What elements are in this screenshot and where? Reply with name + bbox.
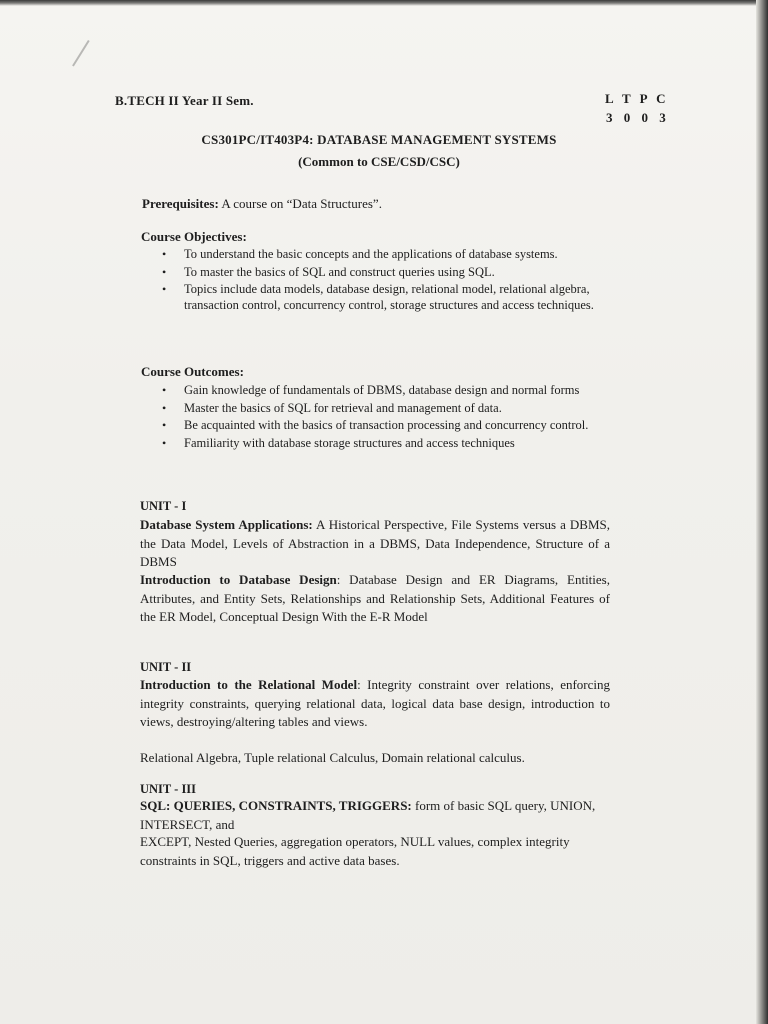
unit-2-heading: UNIT - II [140,660,192,674]
unit-1-heading: UNIT - I [140,499,187,513]
bullet-icon: • [162,400,167,415]
unit-1-paragraph-2: Introduction to Database Design: Database Design and ER Diagrams, Entities, Attributes, and Entity Sets, Relationships and Relationship Sets, Additional Features of the ER Model, Conceptual Design With the E-R Model [140,572,610,624]
bullet-icon: • [162,418,167,432]
unit-3-heading: UNIT - III [140,782,197,796]
outcomes-list [160,383,630,453]
prerequisites-text: A course on “Data Structures”. [218,196,382,211]
objectives-list [160,247,630,315]
bullet-icon: • [162,247,167,261]
objectives-heading: Course Objectives: [141,229,247,244]
objective-item: • Topics include data models, database design, relational model, relational algebra, transaction control, concurrency control, storage structures and access techniques. [162,282,594,312]
unit-3-paragraph-1: SQL: QUERIES, CONSTRAINTS, TRIGGERS: form of basic SQL query, UNION, INTERSECT, and [140,798,596,832]
unit-1-paragraph-1: Database System Applications: A Historical Perspective, File Systems versus a DBMS, the Data Model, Levels of Abstraction in a DBMS, Data Independence, Structure of a DBMS [140,517,610,569]
scan-top-edge [0,0,768,6]
prerequisites-label: Prerequisites: [142,196,219,211]
outcomes-heading: Course Outcomes: [141,364,244,379]
unit-2-paragraph-1: Introduction to the Relational Model: Integrity constraint over relations, enforcing integrity constraints, querying relational data, logical data base design, introduction to views, destroying/altering tables and views. [140,677,611,729]
bullet-icon: • [162,435,167,450]
ltpc-values: 3 0 0 3 [606,110,670,125]
program-label: B.TECH II Year II Sem. [115,93,254,108]
scan-right-edge [756,0,768,1024]
bullet-icon: • [162,383,167,397]
outcome-item: • Familiarity with database storage structures and access techniques [162,435,515,450]
course-subtitle: (Common to CSE/CSD/CSC) [298,154,460,169]
outcome-item: • Gain knowledge of fundamentals of DBMS, database design and normal forms [162,383,580,397]
unit-2-paragraph-2: Relational Algebra, Tuple relational Calculus, Domain relational calculus. [140,750,525,765]
course-title: CS301PC/IT403P4: DATABASE MANAGEMENT SYSTEMS [201,132,557,147]
bullet-icon: • [162,282,167,296]
bullet-icon: • [162,264,167,279]
unit-3-paragraph-2: EXCEPT, Nested Queries, aggregation operators, NULL values, complex integrity constraints in SQL, triggers and active data bases. [140,834,570,868]
prerequisites-line [142,196,382,212]
objective-item: • To master the basics of SQL and construct queries using SQL. [162,264,495,279]
pen-stroke-mark [72,40,90,67]
outcome-item: • Be acquainted with the basics of transaction processing and concurrency control. [162,418,589,432]
ltpc-label: L T P C [605,91,669,106]
outcome-item: • Master the basics of SQL for retrieval and management of data. [162,400,502,415]
objective-item: • To understand the basic concepts and the applications of database systems. [162,247,558,261]
